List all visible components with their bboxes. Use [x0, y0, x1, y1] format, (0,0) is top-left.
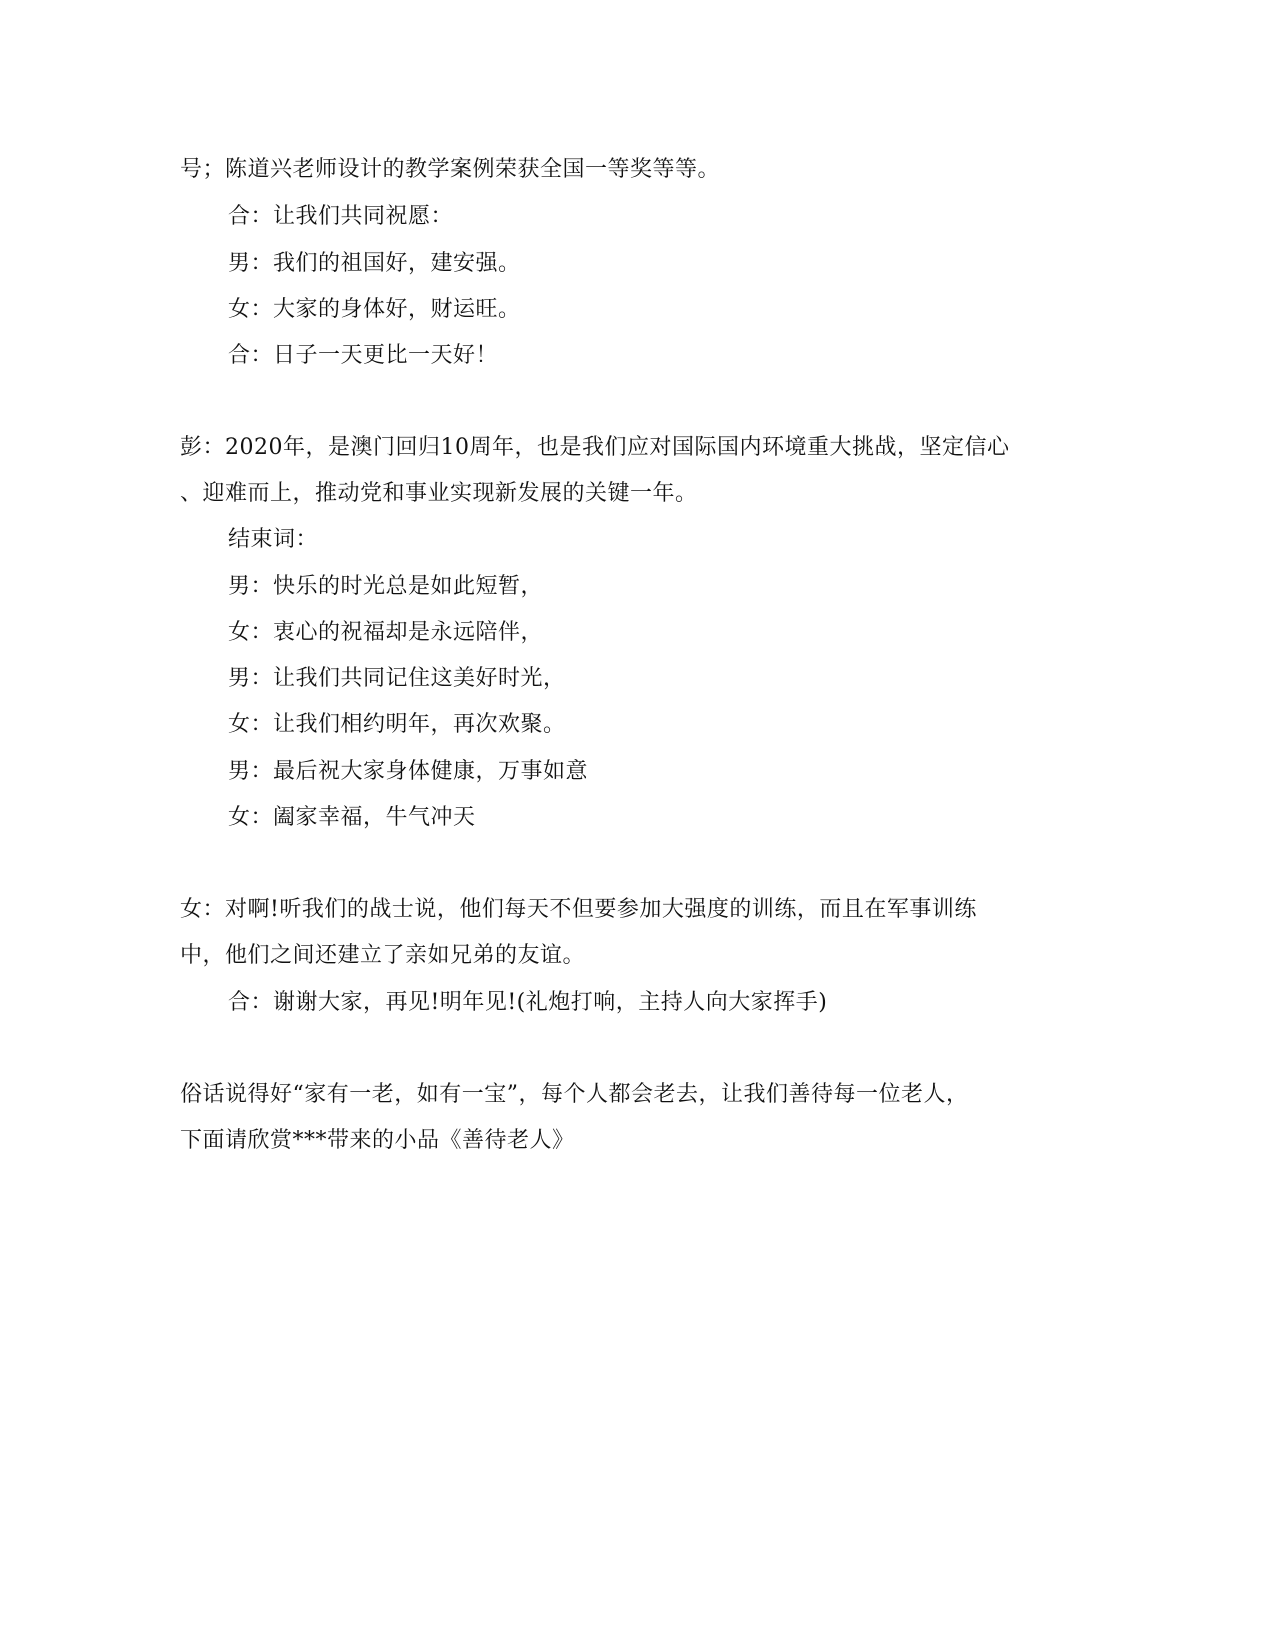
text-line: 男：我们的祖国好，建安强。	[228, 251, 521, 276]
text-line: 女：对啊!听我们的战士说，他们每天不但要参加大强度的训练，而且在军事训练	[180, 897, 977, 922]
text-line: 女：让我们相约明年，再次欢聚。	[228, 712, 566, 737]
text-line: 结束词：	[228, 527, 319, 552]
text-line: 合：让我们共同祝愿：	[228, 204, 454, 229]
text-line: 、迎难而上，推动党和事业实现新发展的关键一年。	[180, 481, 698, 506]
text-line: 男：快乐的时光总是如此短暂，	[228, 574, 544, 599]
text-line: 彭：2020年，是澳门回归10周年，也是我们应对国际国内环境重大挑战，坚定信心	[180, 435, 1010, 460]
text-line: 合：谢谢大家，再见!明年见!(礼炮打响，主持人向大家挥手)	[228, 990, 828, 1015]
text-line: 中，他们之间还建立了亲如兄弟的友谊。	[180, 943, 586, 968]
text-line: 合：日子一天更比一天好！	[228, 343, 499, 368]
text-line: 俗话说得好“家有一老，如有一宝”，每个人都会老去，让我们善待每一位老人，	[180, 1082, 969, 1107]
text-line: 男：最后祝大家身体健康，万事如意	[228, 759, 589, 784]
text-line: 下面请欣赏***带来的小品《善待老人》	[180, 1128, 575, 1153]
text-line: 女：阖家幸福，牛气冲天	[228, 805, 476, 830]
text-line: 号；陈道兴老师设计的教学案例荣获全国一等奖等等。	[180, 157, 721, 182]
text-line: 女：衷心的祝福却是永远陪伴，	[228, 620, 544, 645]
text-line: 男：让我们共同记住这美好时光，	[228, 666, 566, 691]
text-line: 女：大家的身体好，财运旺。	[228, 297, 521, 322]
